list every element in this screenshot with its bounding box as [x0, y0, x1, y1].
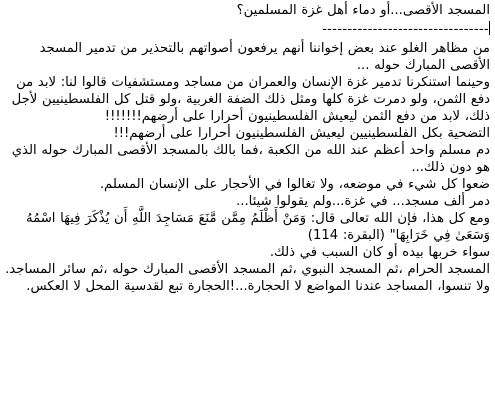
- paragraph: دم مسلم واحد أعظم عند الله من الكعبة ،فما بالك بالمسجد الأقصى المبارك حوله الذي هو دون ذلك...: [11, 143, 490, 175]
- text-cursor: [489, 21, 490, 35]
- paragraph: ضعوا كل شيء في موضعه، ولا تغالوا في الأحجار على الإنسان المسلم.: [99, 177, 490, 192]
- paragraph: سواء خربها بيده أو كان السبب في ذلك.: [269, 245, 490, 260]
- paragraph: دمر ألف مسجد... في غزة...ولم يقولوا شيئا...: [236, 194, 490, 209]
- paragraph: من مظاهر الغلو عند بعض إخواننا أنهم يرفعون أصواتهم بالتحذير من تدمير المسجد الأقصى المبارك حوله ...: [39, 41, 490, 73]
- separator-dashes: ---------------------------------: [322, 22, 489, 37]
- separator-line: [4, 21, 490, 38]
- document-title: المسجد الأقصى...أو دماء أهل غزة المسلمين؟: [236, 3, 490, 18]
- paragraph: التضحية بكل الفلسطينيين ليعيش الفلسطينيون أحرارا على أرضهم!!!: [113, 126, 490, 141]
- paragraph: ولا تنسوا، المساجد عندنا المواضع لا الحجارة...!الحجارة تبع لقدسية المحل لا العكس.: [26, 279, 490, 294]
- quran-verse-paragraph: ومع كل هذا، فإن الله تعالى قال: وَمَنْ أَظْلَمُ مِمَّن مَّنَعَ مَسَاجِدَ اللَّهِ أَن يُذْكَرَ فِيهَا اسْمُهُ وَسَعَىٰ فِي خَرَابِهَا" (البقرة: 114): [26, 211, 490, 243]
- paragraph: المسجد الحرام ،ثم المسجد النبوي ،ثم المسجد الأقصى المبارك حوله ،ثم سائر المساجد.: [5, 262, 490, 277]
- paragraph: وحينما استنكرنا تدمير غزة الإنسان والعمران من مساجد ومستشفيات قالوا لنا: لابد من دفع الثمن، ولو دمرت غزة كلها ومثل ذلك الضفة الغربية ،ولو قتل كل الفلسطينيين لأجل ذلك، لابد من دفع الثمن ليعيش الفلسطينيون أحرارا على أرضهم!!!!!!!: [11, 75, 490, 124]
